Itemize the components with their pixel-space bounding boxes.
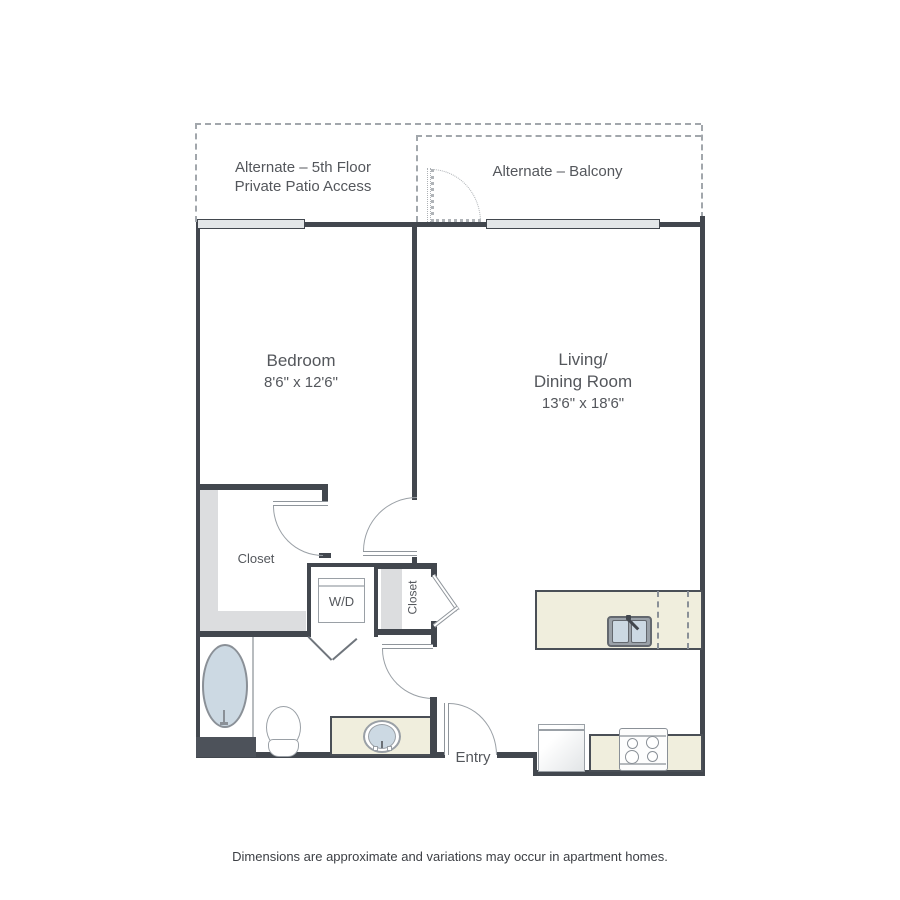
bathroom-right-wall [430,697,437,757]
entry-label: Entry [455,749,491,766]
closet-shelf-bottom [200,611,306,632]
right-wall [700,216,705,775]
washer-dryer-label: W/D [328,594,355,609]
hall-closet-left-wall [374,563,378,635]
alternate-patio-line2: Private Patio Access [234,178,372,195]
hall-door-swing [363,497,417,551]
hall-door-leaf [363,551,417,556]
living-name-line1: Living/ [558,350,608,369]
closet-main-label: Closet [237,551,275,566]
stove-burner-1 [627,738,638,749]
dishwasher-dashed-right [687,591,689,649]
washer-dryer-lid-line [319,585,364,587]
bathtub-faucet-base [220,722,228,725]
living-window [486,219,660,229]
laundry-bifold-right [332,638,357,660]
living-dining-label [483,349,683,415]
tub-surround-line [252,637,254,737]
hall-closet-label: Closet [405,580,420,615]
stove-burner-4 [647,751,658,762]
closet-door-swing [273,506,323,556]
bottom-wall-mid [497,752,537,758]
alternate-balcony-label: Alternate – Balcony [492,163,623,180]
balcony-dashed-top [416,135,701,137]
bedroom-dimensions: 8'6" x 12'6" [264,374,338,391]
living-name-line2: Dining Room [533,372,633,391]
bathtub-icon [202,644,248,728]
dashed-outline-top [195,123,701,125]
alternate-patio-line1: Alternate – 5th Floor [235,159,371,176]
hall-closet-bifold-bottom [433,606,459,628]
stove-burner-3 [625,750,639,764]
stove-panel-line [620,735,666,737]
bedroom-window [197,219,305,229]
disclaimer-text: Dimensions are approximate and variations may occur in apartment homes. [232,849,668,864]
toilet-base-icon [268,739,299,757]
refrigerator-icon [538,724,585,772]
bathroom-door-swing [382,649,433,699]
refrigerator-door-line [539,729,584,731]
balcony-dashed-left [416,135,418,222]
kitchen-faucet-base [626,615,631,620]
kitchen-sink-basin-left [612,620,629,643]
bedroom-living-divider-wall [412,222,417,500]
sink-handle-right [387,746,392,751]
stove-burner-2 [646,736,659,749]
hall-closet-shelf [381,569,402,629]
sink-spout-icon [381,741,383,748]
dishwasher-dashed-left [657,591,659,649]
bedroom-name: Bedroom [266,351,336,370]
laundry-bifold-left [308,636,332,660]
sink-handle-left [373,746,378,751]
alternate-patio-label [193,158,413,196]
bathroom-dark-ledge [196,737,256,757]
living-dimensions: 13'6" x 18'6" [541,395,625,412]
bedroom-label [201,350,401,394]
stove-bottom-line [620,763,666,765]
hall-closet-bottom-wall [378,629,437,635]
dashed-outline-right [701,125,703,218]
